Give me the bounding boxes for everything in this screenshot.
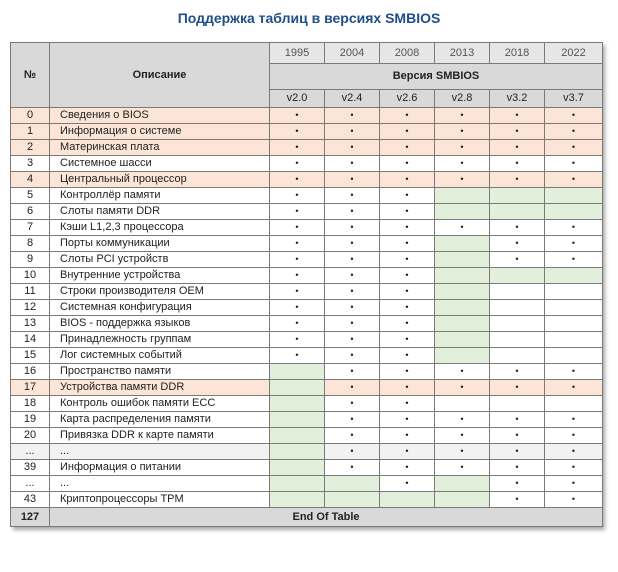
support-bullet: • bbox=[490, 492, 545, 508]
end-row-description: End Of Table bbox=[50, 508, 603, 527]
table-row bbox=[11, 268, 603, 284]
support-bullet: • bbox=[380, 124, 435, 140]
row-description: Строки производителя OEM bbox=[50, 284, 270, 300]
row-description: Привязка DDR к карте памяти bbox=[50, 428, 270, 444]
support-bullet: • bbox=[380, 252, 435, 268]
support-bullet: • bbox=[380, 396, 435, 412]
row-number: 13 bbox=[11, 316, 50, 332]
support-bullet: • bbox=[380, 188, 435, 204]
table-row bbox=[11, 220, 603, 236]
support-bullet: • bbox=[545, 444, 603, 460]
empty-cell bbox=[545, 348, 603, 364]
empty-cell bbox=[490, 396, 545, 412]
table-row-end bbox=[11, 508, 603, 527]
table-row bbox=[11, 300, 603, 316]
support-bullet: • bbox=[545, 428, 603, 444]
table-row bbox=[11, 444, 603, 460]
empty-cell bbox=[490, 300, 545, 316]
support-bullet: • bbox=[545, 492, 603, 508]
empty-cell bbox=[490, 348, 545, 364]
support-bullet: • bbox=[380, 108, 435, 124]
support-bullet: • bbox=[325, 284, 380, 300]
empty-cell bbox=[545, 300, 603, 316]
support-bullet: • bbox=[270, 316, 325, 332]
row-number: 12 bbox=[11, 300, 50, 316]
support-bullet: • bbox=[325, 156, 380, 172]
row-number: 0 bbox=[11, 108, 50, 124]
support-bullet: • bbox=[435, 108, 490, 124]
support-bullet: • bbox=[545, 252, 603, 268]
row-description: Материнская плата bbox=[50, 140, 270, 156]
row-number: 10 bbox=[11, 268, 50, 284]
row-description: Контроллёр памяти bbox=[50, 188, 270, 204]
support-bullet: • bbox=[325, 332, 380, 348]
empty-cell bbox=[490, 332, 545, 348]
row-number: 2 bbox=[11, 140, 50, 156]
support-bullet: • bbox=[270, 300, 325, 316]
support-bullet: • bbox=[380, 444, 435, 460]
row-number: 39 bbox=[11, 460, 50, 476]
table-row bbox=[11, 396, 603, 412]
header-version: v3.2 bbox=[490, 89, 545, 107]
support-bullet: • bbox=[325, 220, 380, 236]
support-bullet: • bbox=[380, 140, 435, 156]
support-bullet: • bbox=[545, 108, 603, 124]
header-version: v3.7 bbox=[545, 89, 603, 107]
empty-cell bbox=[435, 492, 490, 508]
support-bullet: • bbox=[490, 428, 545, 444]
support-bullet: • bbox=[325, 140, 380, 156]
row-description: Информация о питании bbox=[50, 460, 270, 476]
support-bullet: • bbox=[545, 476, 603, 492]
support-bullet: • bbox=[490, 124, 545, 140]
support-bullet: • bbox=[490, 156, 545, 172]
support-bullet: • bbox=[490, 108, 545, 124]
support-bullet: • bbox=[380, 268, 435, 284]
row-number: 17 bbox=[11, 380, 50, 396]
header-year: 2018 bbox=[490, 43, 545, 64]
row-number: ... bbox=[11, 444, 50, 460]
support-bullet: • bbox=[435, 364, 490, 380]
row-number: ... bbox=[11, 476, 50, 492]
empty-cell bbox=[325, 476, 380, 492]
header-version: v2.8 bbox=[435, 89, 490, 107]
support-bullet: • bbox=[270, 124, 325, 140]
support-bullet: • bbox=[380, 364, 435, 380]
support-bullet: • bbox=[380, 380, 435, 396]
support-bullet: • bbox=[380, 476, 435, 492]
row-description: Сведения о BIOS bbox=[50, 108, 270, 124]
empty-cell bbox=[435, 332, 490, 348]
support-bullet: • bbox=[490, 172, 545, 188]
support-bullet: • bbox=[270, 188, 325, 204]
empty-cell bbox=[490, 268, 545, 284]
support-bullet: • bbox=[490, 252, 545, 268]
support-bullet: • bbox=[325, 380, 380, 396]
table-row bbox=[11, 332, 603, 348]
row-number: 4 bbox=[11, 172, 50, 188]
empty-cell bbox=[435, 476, 490, 492]
row-number: 14 bbox=[11, 332, 50, 348]
support-bullet: • bbox=[380, 156, 435, 172]
table-row bbox=[11, 236, 603, 252]
support-bullet: • bbox=[545, 156, 603, 172]
empty-cell bbox=[435, 188, 490, 204]
header-version: v2.0 bbox=[270, 89, 325, 107]
support-bullet: • bbox=[490, 220, 545, 236]
header-year: 2004 bbox=[325, 43, 380, 64]
empty-cell bbox=[490, 316, 545, 332]
empty-cell bbox=[325, 492, 380, 508]
support-bullet: • bbox=[545, 124, 603, 140]
row-number: 20 bbox=[11, 428, 50, 444]
table-row bbox=[11, 428, 603, 444]
row-description: Кэши L1,2,3 процессора bbox=[50, 220, 270, 236]
support-bullet: • bbox=[270, 236, 325, 252]
table-row bbox=[11, 252, 603, 268]
table-row bbox=[11, 156, 603, 172]
end-row-number: 127 bbox=[11, 508, 50, 527]
row-number: 11 bbox=[11, 284, 50, 300]
support-bullet: • bbox=[270, 348, 325, 364]
support-bullet: • bbox=[325, 172, 380, 188]
row-number: 6 bbox=[11, 204, 50, 220]
row-number: 16 bbox=[11, 364, 50, 380]
support-bullet: • bbox=[380, 316, 435, 332]
support-bullet: • bbox=[545, 460, 603, 476]
support-bullet: • bbox=[325, 204, 380, 220]
support-bullet: • bbox=[435, 156, 490, 172]
support-bullet: • bbox=[545, 412, 603, 428]
support-bullet: • bbox=[435, 220, 490, 236]
table-row bbox=[11, 140, 603, 156]
support-bullet: • bbox=[545, 140, 603, 156]
support-bullet: • bbox=[270, 204, 325, 220]
empty-cell bbox=[545, 396, 603, 412]
empty-cell bbox=[270, 492, 325, 508]
support-bullet: • bbox=[380, 220, 435, 236]
row-number: 15 bbox=[11, 348, 50, 364]
support-bullet: • bbox=[380, 412, 435, 428]
empty-cell bbox=[380, 492, 435, 508]
row-description: Слоты памяти DDR bbox=[50, 204, 270, 220]
row-number: 3 bbox=[11, 156, 50, 172]
support-bullet: • bbox=[380, 284, 435, 300]
empty-cell bbox=[545, 332, 603, 348]
row-description: ... bbox=[50, 444, 270, 460]
support-bullet: • bbox=[490, 444, 545, 460]
support-bullet: • bbox=[490, 412, 545, 428]
row-description: Информация о системе bbox=[50, 124, 270, 140]
support-bullet: • bbox=[380, 332, 435, 348]
empty-cell bbox=[270, 428, 325, 444]
support-bullet: • bbox=[380, 460, 435, 476]
row-description: Лог системных событий bbox=[50, 348, 270, 364]
empty-cell bbox=[435, 204, 490, 220]
support-bullet: • bbox=[380, 236, 435, 252]
support-bullet: • bbox=[270, 252, 325, 268]
support-bullet: • bbox=[270, 284, 325, 300]
row-number: 1 bbox=[11, 124, 50, 140]
header-year: 2008 bbox=[380, 43, 435, 64]
support-bullet: • bbox=[435, 444, 490, 460]
support-bullet: • bbox=[490, 476, 545, 492]
support-bullet: • bbox=[325, 268, 380, 284]
row-description: Карта распределения памяти bbox=[50, 412, 270, 428]
table-row bbox=[11, 188, 603, 204]
empty-cell bbox=[435, 348, 490, 364]
empty-cell bbox=[435, 252, 490, 268]
table-body bbox=[11, 108, 603, 508]
row-description: Внутренние устройства bbox=[50, 268, 270, 284]
support-bullet: • bbox=[270, 140, 325, 156]
table-row bbox=[11, 412, 603, 428]
support-bullet: • bbox=[435, 460, 490, 476]
empty-cell bbox=[270, 444, 325, 460]
empty-cell bbox=[270, 380, 325, 396]
row-description: Контроль ошибок памяти ECC bbox=[50, 396, 270, 412]
row-number: 18 bbox=[11, 396, 50, 412]
empty-cell bbox=[435, 268, 490, 284]
header-description: Описание bbox=[50, 43, 270, 108]
support-bullet: • bbox=[435, 124, 490, 140]
support-bullet: • bbox=[325, 124, 380, 140]
empty-cell bbox=[435, 284, 490, 300]
table-row bbox=[11, 108, 603, 124]
table-row bbox=[11, 476, 603, 492]
support-bullet: • bbox=[325, 428, 380, 444]
row-description: Порты коммуникации bbox=[50, 236, 270, 252]
support-bullet: • bbox=[545, 220, 603, 236]
support-bullet: • bbox=[380, 428, 435, 444]
support-bullet: • bbox=[380, 300, 435, 316]
row-number: 7 bbox=[11, 220, 50, 236]
row-number: 8 bbox=[11, 236, 50, 252]
row-description: Слоты PCI устройств bbox=[50, 252, 270, 268]
support-bullet: • bbox=[325, 364, 380, 380]
page-title: Поддержка таблиц в версиях SMBIOS bbox=[177, 10, 441, 26]
empty-cell bbox=[270, 396, 325, 412]
support-bullet: • bbox=[380, 348, 435, 364]
header-number: № bbox=[11, 43, 50, 108]
support-bullet: • bbox=[325, 412, 380, 428]
empty-cell bbox=[435, 236, 490, 252]
empty-cell bbox=[270, 476, 325, 492]
empty-cell bbox=[490, 204, 545, 220]
table-row bbox=[11, 348, 603, 364]
support-bullet: • bbox=[380, 172, 435, 188]
empty-cell bbox=[270, 412, 325, 428]
support-bullet: • bbox=[325, 236, 380, 252]
row-description: Системная конфигурация bbox=[50, 300, 270, 316]
row-description: Криптопроцессоры TPM bbox=[50, 492, 270, 508]
table-row bbox=[11, 124, 603, 140]
support-bullet: • bbox=[435, 140, 490, 156]
empty-cell bbox=[545, 316, 603, 332]
row-description: Пространство памяти bbox=[50, 364, 270, 380]
row-description: BIOS - поддержка языков bbox=[50, 316, 270, 332]
empty-cell bbox=[545, 204, 603, 220]
row-description: Центральный процессор bbox=[50, 172, 270, 188]
header-version: v2.4 bbox=[325, 89, 380, 107]
table-row bbox=[11, 364, 603, 380]
support-bullet: • bbox=[325, 348, 380, 364]
support-bullet: • bbox=[270, 108, 325, 124]
header-year: 1995 bbox=[270, 43, 325, 64]
support-bullet: • bbox=[325, 108, 380, 124]
support-bullet: • bbox=[490, 140, 545, 156]
row-description: Системное шасси bbox=[50, 156, 270, 172]
empty-cell bbox=[545, 268, 603, 284]
row-description: Принадлежность группам bbox=[50, 332, 270, 348]
support-bullet: • bbox=[325, 300, 380, 316]
row-number: 43 bbox=[11, 492, 50, 508]
support-bullet: • bbox=[545, 172, 603, 188]
support-bullet: • bbox=[270, 332, 325, 348]
empty-cell bbox=[435, 396, 490, 412]
support-bullet: • bbox=[270, 268, 325, 284]
table-row bbox=[11, 316, 603, 332]
table-row bbox=[11, 460, 603, 476]
table-row bbox=[11, 284, 603, 300]
empty-cell bbox=[490, 284, 545, 300]
support-bullet: • bbox=[490, 364, 545, 380]
empty-cell bbox=[490, 188, 545, 204]
table-row bbox=[11, 492, 603, 508]
header-year: 2022 bbox=[545, 43, 603, 64]
header-version-group: Версия SMBIOS bbox=[270, 64, 603, 89]
row-number: 9 bbox=[11, 252, 50, 268]
support-bullet: • bbox=[435, 172, 490, 188]
smbios-table-wrapper bbox=[10, 42, 602, 527]
support-bullet: • bbox=[435, 380, 490, 396]
support-bullet: • bbox=[435, 412, 490, 428]
support-bullet: • bbox=[545, 236, 603, 252]
empty-cell bbox=[545, 284, 603, 300]
table-row bbox=[11, 172, 603, 188]
table-row bbox=[11, 204, 603, 220]
support-bullet: • bbox=[270, 172, 325, 188]
support-bullet: • bbox=[490, 460, 545, 476]
support-bullet: • bbox=[545, 364, 603, 380]
row-description: ... bbox=[50, 476, 270, 492]
header-year: 2013 bbox=[435, 43, 490, 64]
smbios-support-table bbox=[10, 42, 603, 527]
support-bullet: • bbox=[270, 156, 325, 172]
empty-cell bbox=[435, 316, 490, 332]
support-bullet: • bbox=[380, 204, 435, 220]
support-bullet: • bbox=[325, 444, 380, 460]
empty-cell bbox=[270, 460, 325, 476]
support-bullet: • bbox=[490, 236, 545, 252]
support-bullet: • bbox=[270, 220, 325, 236]
support-bullet: • bbox=[325, 188, 380, 204]
table-row bbox=[11, 380, 603, 396]
empty-cell bbox=[435, 300, 490, 316]
support-bullet: • bbox=[490, 380, 545, 396]
row-description: Устройства памяти DDR bbox=[50, 380, 270, 396]
empty-cell bbox=[270, 364, 325, 380]
empty-cell bbox=[545, 188, 603, 204]
support-bullet: • bbox=[325, 252, 380, 268]
header-version: v2.6 bbox=[380, 89, 435, 107]
support-bullet: • bbox=[325, 460, 380, 476]
support-bullet: • bbox=[545, 380, 603, 396]
row-number: 19 bbox=[11, 412, 50, 428]
support-bullet: • bbox=[325, 396, 380, 412]
support-bullet: • bbox=[435, 428, 490, 444]
support-bullet: • bbox=[325, 316, 380, 332]
row-number: 5 bbox=[11, 188, 50, 204]
